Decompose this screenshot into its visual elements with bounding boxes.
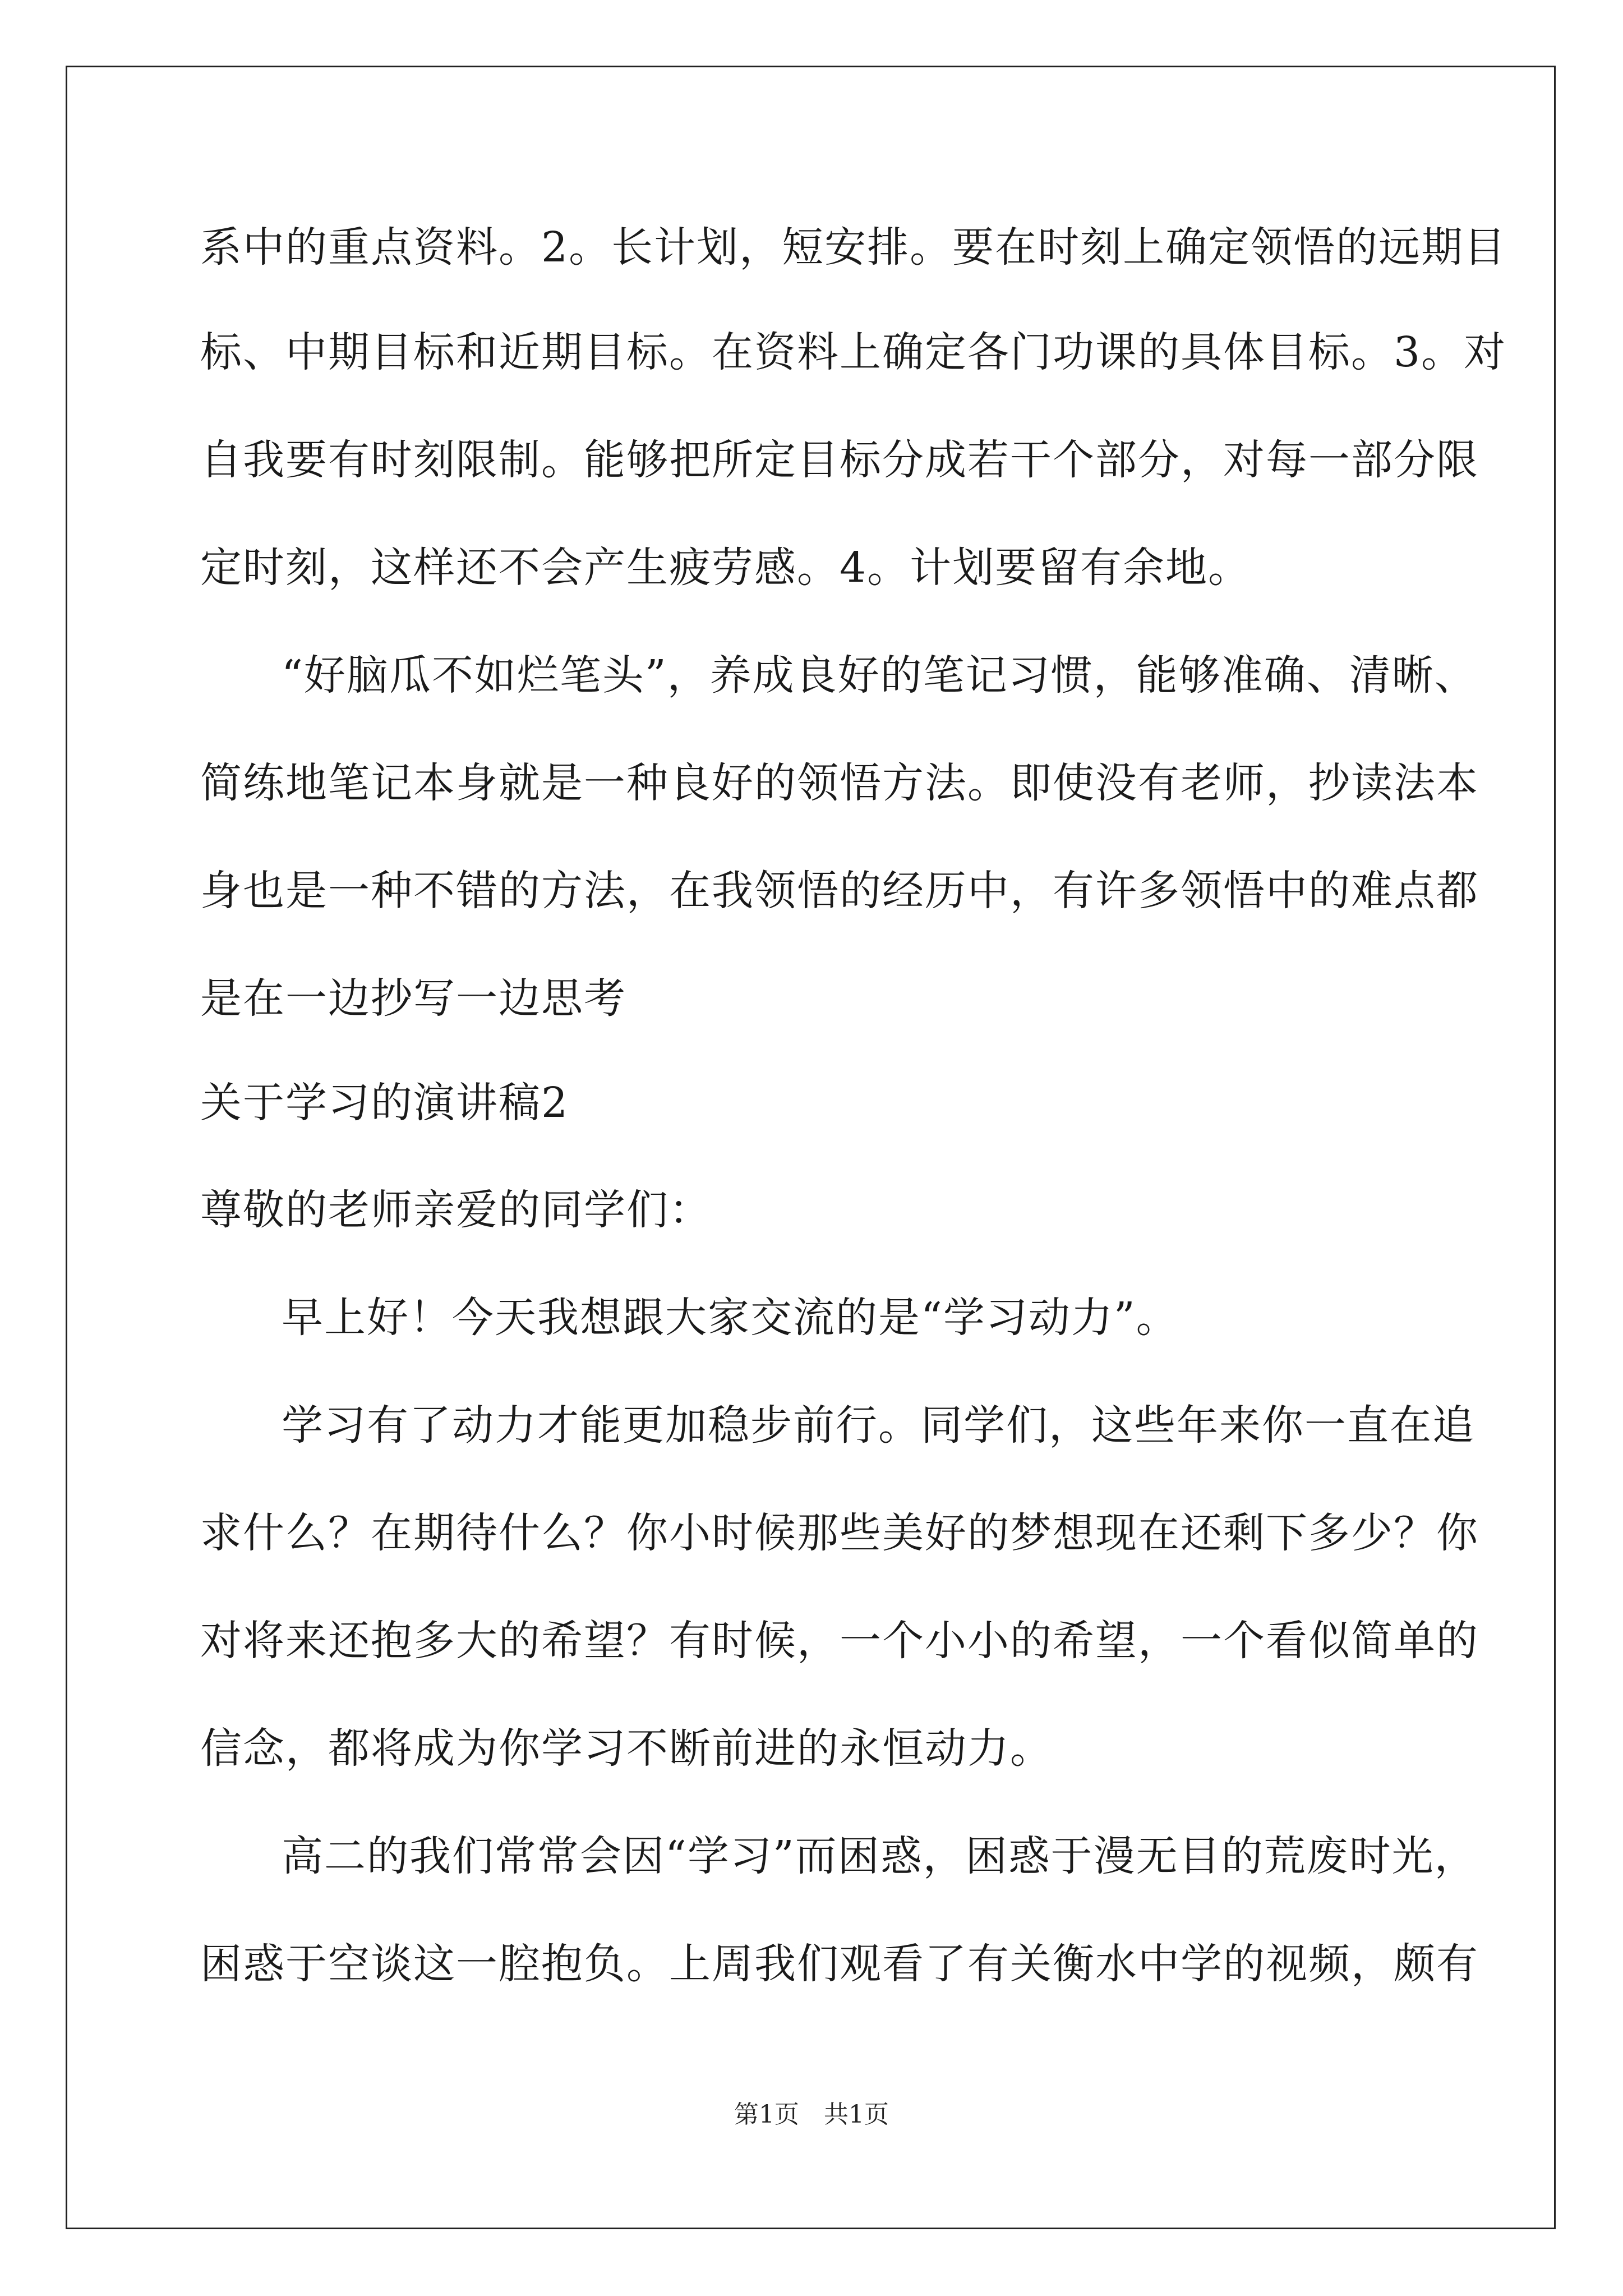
text-line: 系中的重点资料。2。长计划，短安排。要在时刻上确定领悟的远期目 xyxy=(200,223,1507,272)
paragraph-start-line: 早上好！今天我想跟大家交流的是“学习动力”。 xyxy=(282,1294,1179,1342)
text-line: 是在一边抄写一边思考 xyxy=(200,974,626,1023)
page-number-footer: 第1页 共1页 xyxy=(734,2100,889,2129)
text-line: 求什么？在期待什么？你小时候那些美好的梦想现在还剩下多少？你 xyxy=(200,1509,1479,1557)
text-line: 困惑于空谈这一腔抱负。上周我们观看了有关衡水中学的视频，颇有 xyxy=(200,1940,1479,1988)
text-line: 简练地笔记本身就是一种良好的领悟方法。即使没有老师，抄读法本 xyxy=(200,759,1479,807)
text-line: 标、中期目标和近期目标。在资料上确定各门功课的具体目标。3。对 xyxy=(200,328,1507,376)
text-line: 身也是一种不错的方法，在我领悟的经历中，有许多领悟中的难点都 xyxy=(200,867,1479,915)
salutation: 尊敬的老师亲爱的同学们： xyxy=(200,1186,712,1234)
page-border xyxy=(66,66,1556,2229)
text-line: 对将来还抱多大的希望？有时候，一个小小的希望，一个看似简单的 xyxy=(200,1617,1479,1665)
section-heading: 关于学习的演讲稿2 xyxy=(200,1079,569,1127)
text-line: 自我要有时刻限制。能够把所定目标分成若干个部分，对每一部分限 xyxy=(200,436,1479,484)
paragraph-start-line: “好脑瓜不如烂笔头”，养成良好的笔记习惯，能够准确、清晰、 xyxy=(282,651,1477,700)
paragraph-start-line: 高二的我们常常会因“学习”而困惑，困惑于漫无目的荒废时光， xyxy=(282,1832,1477,1880)
text-line: 信念，都将成为你学习不断前进的永恒动力。 xyxy=(200,1724,1053,1773)
text-line: 定时刻，这样还不会产生疲劳感。4。计划要留有余地。 xyxy=(200,544,1251,592)
paragraph-start-line: 学习有了动力才能更加稳步前行。同学们，这些年来你一直在追 xyxy=(282,1401,1475,1450)
